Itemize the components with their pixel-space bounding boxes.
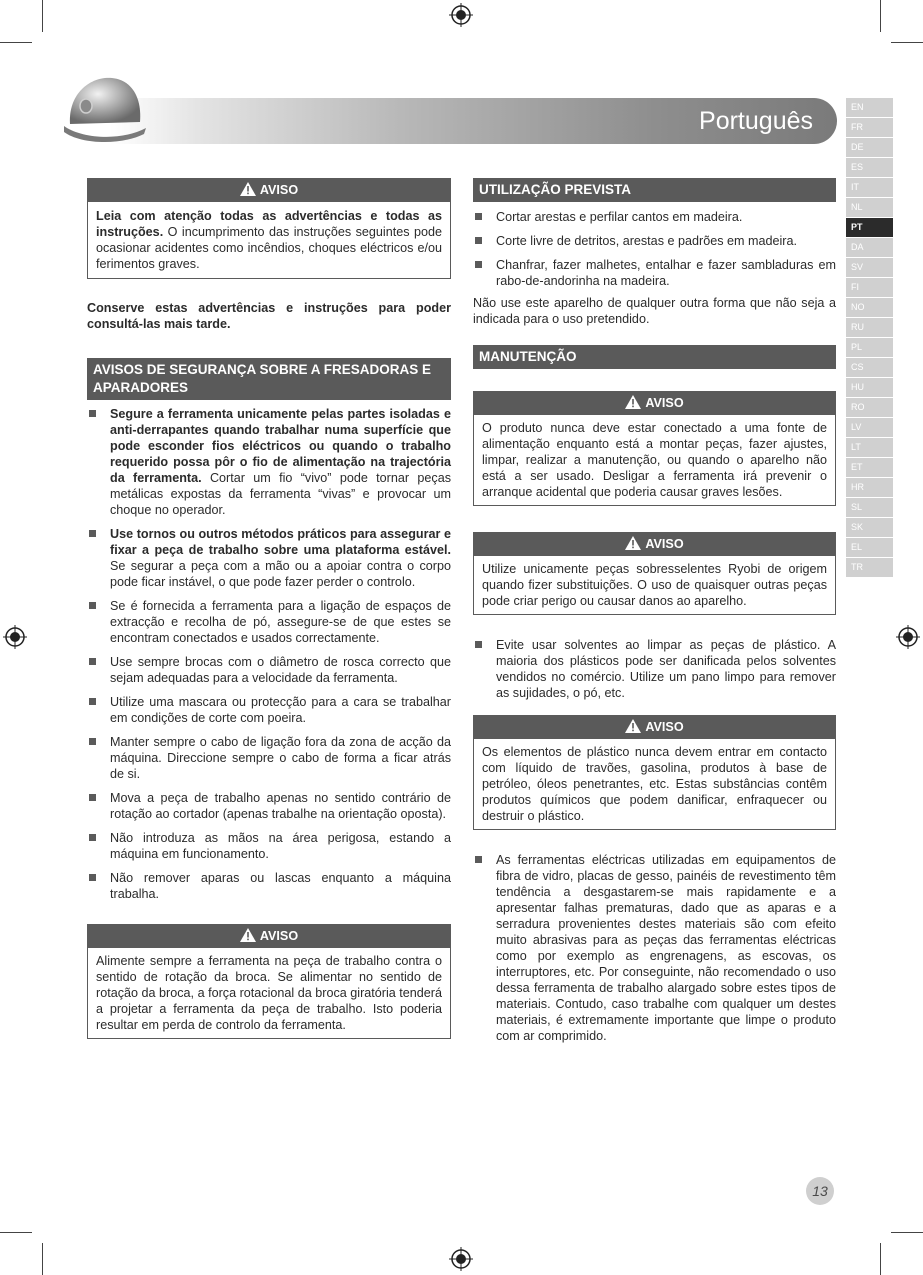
list-item-bold-text: Use tornos ou outros métodos práticos para assegurar e fixar a peça de trabalho sobre uma plataforma estável. bbox=[110, 527, 451, 557]
warning-text: Os elementos de plástico nunca devem entrar em contacto com líquido de travões, gasolina, produtos à base de petróleo, óleos penetrantes, etc. Estas substâncias contêm produtos químicos que podem danificar, enfraquecer ou destruir o plástico. bbox=[482, 745, 827, 823]
warning-box bbox=[87, 178, 451, 279]
warning-text: Alimente sempre a ferramenta na peça de trabalho contra o sentido de rotação da broca. Se alimentar no sentido de rotação da broca, a força rotacional da broca giratória tenderá a projetar a ferramenta da peça de trabalho. Isto poderia resultar em perda de controlo da ferramenta. bbox=[96, 954, 442, 1032]
crop-mark bbox=[891, 1232, 923, 1233]
crop-mark bbox=[0, 42, 32, 43]
intended-use-note: Não use este aparelho de qualquer outra forma que não seja a indicada para o uso pretendido. bbox=[473, 296, 836, 326]
warning-header bbox=[474, 533, 835, 556]
list-item-text: Corte livre de detritos, arestas e padrões em madeira. bbox=[496, 234, 797, 248]
list-item-text: Use sempre brocas com o diâmetro de rosca correcto que sejam adequadas para a velocidade da ferramenta. bbox=[110, 655, 451, 685]
list-item bbox=[87, 598, 451, 646]
list-item bbox=[87, 790, 451, 822]
registration-mark-icon bbox=[896, 625, 920, 649]
list-item-text: Utilize uma mascara ou protecção para a cara se trabalhar em condições de corte com poeira. bbox=[110, 695, 451, 725]
language-tab-hu[interactable]: HU bbox=[846, 378, 893, 397]
registration-mark-icon bbox=[3, 625, 27, 649]
list-item bbox=[473, 637, 836, 701]
maintenance-title: MANUTENÇÃO bbox=[473, 345, 836, 369]
bullet-square-icon bbox=[475, 641, 482, 648]
list-item-text: Se é fornecida a ferramenta para a ligação de espaços de extracção e recolha de pó, assegure-se de que estes se encontram conectados e usados correctamente. bbox=[110, 599, 451, 645]
list-item-text: Evite usar solventes ao limpar as peças de plástico. A maioria dos plásticos pode ser danificada pelos solventes vendidos no comércio. Utilize um pano limpo para remover as sujidades, o pó, etc. bbox=[496, 638, 836, 700]
warning-triangle-icon bbox=[625, 536, 641, 550]
bullet-square-icon bbox=[89, 794, 96, 801]
warning-text bbox=[88, 202, 450, 278]
list-item-text: Se segurar a peça com a mão ou a apoiar contra o corpo pode ficar instável, o que pode fazer perder o controlo. bbox=[110, 559, 451, 589]
page-title: Português bbox=[699, 107, 813, 135]
bullet-square-icon bbox=[89, 698, 96, 705]
safety-list bbox=[87, 406, 451, 902]
right-column bbox=[473, 178, 836, 1052]
warning-triangle-icon bbox=[240, 928, 256, 942]
crop-mark bbox=[891, 42, 923, 43]
list-item bbox=[87, 526, 451, 590]
crop-mark bbox=[880, 0, 881, 32]
list-item-text: Não remover aparas ou lascas enquanto a máquina trabalha. bbox=[110, 871, 451, 901]
list-item bbox=[473, 257, 836, 289]
bullet-square-icon bbox=[89, 530, 96, 537]
warning-box bbox=[87, 924, 451, 1039]
warning-body-text: O incumprimento das instruções seguintes pode ocasionar acidentes como incêndios, choques eléctricos e/ou ferimentos graves. bbox=[96, 225, 442, 271]
registration-mark-icon bbox=[449, 1247, 473, 1271]
language-tab-en[interactable]: EN bbox=[846, 98, 893, 117]
list-item bbox=[87, 830, 451, 862]
warning-label: AVISO bbox=[259, 929, 299, 943]
warning-text: O produto nunca deve estar conectado a uma fonte de alimentação enquanto está a montar peças, fazer ajustes, limpar, realizar a manutenção, ou quando o aparelho não está a ser usado. Desligar a ferramenta irá prevenir o arranque acidental que poderia causar graves lesões. bbox=[482, 421, 827, 499]
list-item-text: Cortar arestas e perfilar cantos em madeira. bbox=[496, 210, 743, 224]
intended-use-title: UTILIZAÇÃO PREVISTA bbox=[473, 178, 836, 202]
language-tab-hr[interactable]: HR bbox=[846, 478, 893, 497]
bullet-square-icon bbox=[89, 874, 96, 881]
warning-triangle-icon bbox=[625, 395, 641, 409]
warning-triangle-icon bbox=[625, 719, 641, 733]
list-item-text: Chanfrar, fazer malhetes, entalhar e fazer sambladuras em rabo-de-andorinha na madeira. bbox=[496, 258, 836, 288]
list-item-bold-text: Segure a ferramenta unicamente pelas partes isoladas e anti-derrapantes quando trabalhar numa superfície que pode esconder fios eléctricos ou quando o trabalho requerido possa pôr o fio de alimentação na trajectória da ferramenta. bbox=[110, 407, 451, 485]
language-tabs bbox=[846, 98, 893, 578]
list-item-text: Não introduza as mãos na área perigosa, estando a máquina em funcionamento. bbox=[110, 831, 451, 861]
warning-label: AVISO bbox=[645, 720, 684, 734]
crop-mark bbox=[880, 1243, 881, 1275]
language-tab-lt[interactable]: LT bbox=[846, 438, 893, 457]
list-item bbox=[473, 209, 836, 225]
warning-triangle-icon bbox=[240, 182, 256, 196]
language-tab-ro[interactable]: RO bbox=[846, 398, 893, 417]
page-number: 13 bbox=[806, 1177, 834, 1205]
bullet-square-icon bbox=[475, 856, 482, 863]
language-tab-pt[interactable]: PT bbox=[846, 218, 893, 237]
list-item-text: Mova a peça de trabalho apenas no sentido contrário de rotação ao cortador (apenas trabalhe na orientação oposta). bbox=[110, 791, 451, 821]
warning-header bbox=[474, 392, 835, 415]
intended-use-list bbox=[473, 209, 836, 289]
language-tab-nl[interactable]: NL bbox=[846, 198, 893, 217]
language-tab-no[interactable]: NO bbox=[846, 298, 893, 317]
language-tab-da[interactable]: DA bbox=[846, 238, 893, 257]
language-tab-de[interactable]: DE bbox=[846, 138, 893, 157]
list-item bbox=[87, 734, 451, 782]
language-tab-sv[interactable]: SV bbox=[846, 258, 893, 277]
crop-mark bbox=[42, 0, 43, 32]
bullet-square-icon bbox=[89, 658, 96, 665]
warning-label: AVISO bbox=[645, 537, 684, 551]
language-tab-fr[interactable]: FR bbox=[846, 118, 893, 137]
language-tab-el[interactable]: EL bbox=[846, 538, 893, 557]
warning-header bbox=[474, 716, 835, 739]
warning-label: AVISO bbox=[645, 396, 684, 410]
language-tab-sl[interactable]: SL bbox=[846, 498, 893, 517]
list-item bbox=[473, 233, 836, 249]
language-tab-tr[interactable]: TR bbox=[846, 558, 893, 577]
bullet-square-icon bbox=[89, 602, 96, 609]
bullet-square-icon bbox=[89, 834, 96, 841]
language-tab-cs[interactable]: CS bbox=[846, 358, 893, 377]
list-item bbox=[473, 852, 836, 1044]
keep-instructions-notice: Conserve estas advertências e instruções para poder consultá-las mais tarde. bbox=[87, 301, 451, 331]
list-item-text: Manter sempre o cabo de ligação fora da zona de acção da máquina. Direccione sempre o cabo de forma a ficar atrás de si. bbox=[110, 735, 451, 781]
crop-mark bbox=[0, 1232, 32, 1233]
language-tab-it[interactable]: IT bbox=[846, 178, 893, 197]
bullet-square-icon bbox=[475, 261, 482, 268]
list-item bbox=[87, 870, 451, 902]
fiberglass-list bbox=[473, 852, 836, 1044]
language-tab-fi[interactable]: FI bbox=[846, 278, 893, 297]
solvent-list bbox=[473, 637, 836, 701]
warning-header bbox=[88, 179, 450, 202]
language-tab-pl[interactable]: PL bbox=[846, 338, 893, 357]
list-item bbox=[87, 406, 451, 518]
list-item-text: As ferramentas eléctricas utilizadas em equipamentos de fibra de vidro, placas de gesso, painéis de revestimento têm tendência a desgastarem-se mais rapidamente e a apresentar falhas prematuras, dado que as aparas e a serradura provenientes destes materiais são com efeito muito abrasivas para as peças das ferramentas eléctricas como por exemplo as engrenagens, as escovas, os interruptores, etc. Por conseguinte, não recomendado o uso dessa ferramenta de trabalho alargado sobre estes tipos de materiais. Contudo, caso trabalhe com qualquer um destes materiais, é extremamente importante que limpe o produto com ar comprimido. bbox=[496, 853, 836, 1043]
crop-mark bbox=[42, 1243, 43, 1275]
language-tab-sk[interactable]: SK bbox=[846, 518, 893, 537]
warning-label: AVISO bbox=[259, 183, 299, 197]
list-item bbox=[87, 654, 451, 686]
left-column bbox=[87, 178, 451, 1039]
language-tab-et[interactable]: ET bbox=[846, 458, 893, 477]
warning-text: Utilize unicamente peças sobresselentes Ryobi de origem quando fizer substituições. O uso de quaisquer outras peças pode criar perigo ou causar danos ao aparelho. bbox=[482, 562, 827, 608]
hard-hat-icon bbox=[60, 72, 148, 148]
safety-section-title: AVISOS DE SEGURANÇA SOBRE A FRESADORAS E APARADORES bbox=[87, 358, 451, 400]
bullet-square-icon bbox=[475, 213, 482, 220]
bullet-square-icon bbox=[89, 410, 96, 417]
warning-box bbox=[473, 391, 836, 506]
language-tab-es[interactable]: ES bbox=[846, 158, 893, 177]
list-item-text: Cortar um fio “vivo” pode tornar peças metálicas expostas da ferramenta “vivas” e provocar um choque no operador. bbox=[110, 471, 451, 517]
warning-box bbox=[473, 532, 836, 615]
language-tab-lv[interactable]: LV bbox=[846, 418, 893, 437]
warning-header bbox=[88, 925, 450, 948]
bullet-square-icon bbox=[475, 237, 482, 244]
warning-bold-text: Leia com atenção todas as advertências e todas as instruções. bbox=[96, 209, 442, 239]
registration-mark-icon bbox=[449, 3, 473, 27]
bullet-square-icon bbox=[89, 738, 96, 745]
warning-box bbox=[473, 715, 836, 830]
language-tab-ru[interactable]: RU bbox=[846, 318, 893, 337]
list-item bbox=[87, 694, 451, 726]
